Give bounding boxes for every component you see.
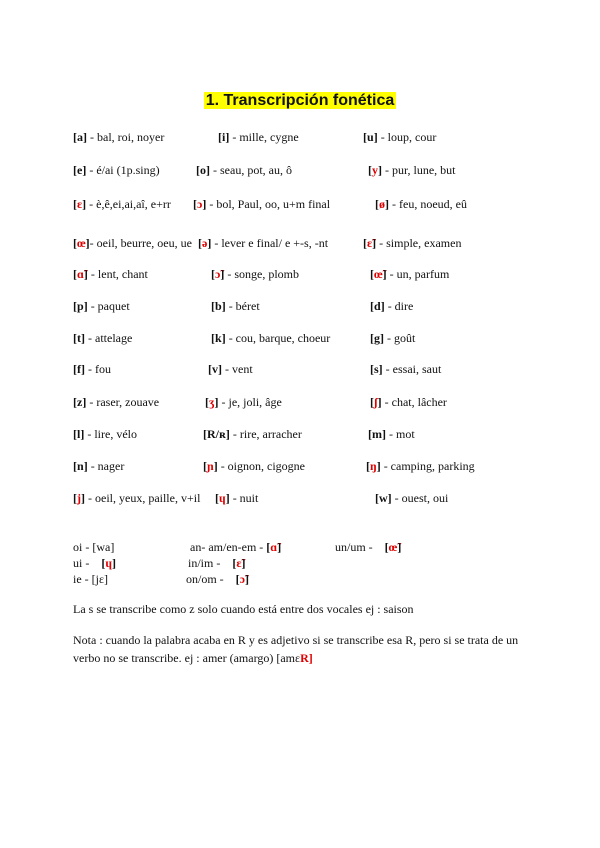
combo-symbol: [ɔ̃]: [235, 572, 249, 586]
phoneme-examples: - raser, zouave: [86, 395, 160, 409]
phoneme-entry: [73, 331, 132, 346]
table-row: [0, 395, 600, 411]
phoneme-entry: [368, 163, 456, 178]
phoneme-examples: - bal, roi, noyer: [87, 130, 165, 144]
combo-row: [0, 556, 600, 572]
phoneme-entry: [193, 197, 330, 212]
phoneme-examples: - béret: [225, 299, 260, 313]
phoneme-entry: [73, 395, 159, 410]
phoneme-examples: - mot: [386, 427, 415, 441]
phoneme-symbol: [œ̃]: [370, 267, 387, 281]
page-title: [0, 92, 600, 110]
phoneme-examples: - seau, pot, au, ô: [210, 163, 292, 177]
phoneme-symbol: [o]: [196, 163, 210, 177]
table-row: [0, 267, 600, 283]
phoneme-entry: [73, 299, 130, 314]
phoneme-symbol: [ɔ]: [193, 197, 207, 211]
phoneme-examples: - ouest, oui: [391, 491, 449, 505]
phoneme-entry: [208, 362, 253, 377]
combo-text: on/om -: [186, 572, 227, 586]
phoneme-entry: [375, 197, 467, 212]
phoneme-symbol: [v]: [208, 362, 222, 376]
table-row: [0, 163, 600, 179]
phoneme-symbol: [R/ʀ]: [203, 427, 230, 441]
phoneme-entry: [218, 130, 299, 145]
phoneme-examples: - fou: [85, 362, 111, 376]
phoneme-examples: - un, parfum: [386, 267, 450, 281]
combo-symbol: [ɑ̃]: [266, 540, 282, 554]
phoneme-symbol: [a]: [73, 130, 87, 144]
combo-symbol: [ɛ̃]: [232, 556, 246, 570]
phoneme-examples: - lever e final/ e +-s, -nt: [211, 236, 329, 250]
phoneme-symbol: [œ]: [73, 236, 90, 250]
table-row: [0, 236, 600, 252]
phoneme-examples: - essai, saut: [382, 362, 442, 376]
phoneme-examples: - songe, plomb: [224, 267, 299, 281]
combo-text: oi - [wa]: [73, 540, 115, 554]
combo-symbol: [ɥ]: [101, 556, 117, 570]
phoneme-symbol: [j]: [73, 491, 85, 505]
phoneme-entry: [366, 459, 475, 474]
phoneme-symbol: [t]: [73, 331, 85, 345]
title-text: 1. Transcripción fonética: [205, 92, 395, 109]
combo-entry: [73, 572, 108, 587]
phoneme-entry: [211, 267, 299, 282]
phoneme-symbol: [ʒ]: [205, 395, 219, 409]
phoneme-examples: - oeil, beurre, oeu, ue: [89, 236, 192, 250]
combo-entry: [186, 572, 249, 587]
phoneme-entry: [370, 267, 449, 282]
phoneme-symbol: [y]: [368, 163, 382, 177]
phoneme-entry: [196, 163, 292, 178]
combo-entry: [335, 540, 401, 555]
phoneme-entry: [73, 362, 111, 377]
table-row: [0, 130, 600, 146]
nota-line-2-red: R]: [300, 651, 313, 665]
phoneme-entry: [370, 331, 415, 346]
phoneme-examples: - bol, Paul, oo, u+m final: [206, 197, 331, 211]
combo-entry: [73, 540, 114, 555]
nota-line-2: [73, 651, 313, 666]
phoneme-examples: - nuit: [229, 491, 259, 505]
phoneme-examples: - attelage: [85, 331, 133, 345]
phoneme-symbol: [u]: [363, 130, 378, 144]
phoneme-symbol: [m]: [368, 427, 386, 441]
phoneme-symbol: [z]: [73, 395, 87, 409]
phoneme-symbol: [i]: [218, 130, 230, 144]
phoneme-examples: - nager: [87, 459, 125, 473]
phoneme-entry: [211, 331, 330, 346]
table-row: [0, 299, 600, 315]
phoneme-entry: [73, 427, 137, 442]
phoneme-examples: - dire: [384, 299, 414, 313]
phoneme-entry: [73, 267, 148, 282]
phoneme-examples: - oignon, cigogne: [217, 459, 306, 473]
phoneme-examples: - vent: [222, 362, 253, 376]
phoneme-examples: - rire, arracher: [229, 427, 302, 441]
phoneme-examples: - simple, examen: [376, 236, 462, 250]
table-row: [0, 427, 600, 443]
phoneme-entry: [370, 395, 447, 410]
combo-entry: [190, 540, 281, 555]
phoneme-symbol: [s]: [370, 362, 383, 376]
combo-text: an- am/en-em -: [190, 540, 267, 554]
phoneme-examples: - cou, barque, choeur: [225, 331, 331, 345]
phoneme-examples: - lent, chant: [87, 267, 148, 281]
nota-line-1: Nota : cuando la palabra acaba en R y es adjetivo si se transcribe esa R, pero si se trata de un: [73, 633, 519, 647]
phoneme-symbol: [ɔ̃]: [211, 267, 225, 281]
phoneme-symbol: [e]: [73, 163, 87, 177]
phoneme-entry: [73, 459, 124, 474]
combo-entry: [73, 556, 116, 571]
s-rule-text: La s se transcribe como z solo cuando está entre dos vocales ej : saison: [73, 602, 414, 616]
phoneme-entry: [73, 163, 160, 178]
phoneme-examples: - mille, cygne: [229, 130, 299, 144]
phoneme-symbol: [ʃ]: [370, 395, 382, 409]
combo-text: un/um -: [335, 540, 376, 554]
phoneme-symbol: [ŋ]: [366, 459, 381, 473]
phoneme-examples: - camping, parking: [380, 459, 475, 473]
phoneme-entry: [73, 491, 200, 506]
phoneme-examples: - paquet: [87, 299, 130, 313]
phoneme-symbol: [ɛ]: [73, 197, 87, 211]
phoneme-entry: [203, 427, 302, 442]
phoneme-symbol: [ø]: [375, 197, 389, 211]
combo-symbol: [œ̃]: [384, 540, 402, 554]
phoneme-examples: - feu, noeud, eû: [389, 197, 467, 211]
phoneme-entry: [73, 236, 192, 251]
phoneme-symbol: [ɲ]: [203, 459, 218, 473]
phoneme-entry: [205, 395, 282, 410]
phoneme-examples: - oeil, yeux, paille, v+il: [85, 491, 201, 505]
combo-text: in/im -: [188, 556, 224, 570]
phoneme-entry: [363, 236, 461, 251]
phoneme-entry: [368, 427, 415, 442]
nota-line-2-text: verbo no se transcribe. ej : amer (amargo) [amɛ: [73, 651, 301, 665]
phoneme-entry: [73, 197, 171, 212]
phoneme-examples: - goût: [384, 331, 416, 345]
phoneme-symbol: [g]: [370, 331, 384, 345]
table-row: [0, 197, 600, 213]
combo-row: [0, 572, 600, 588]
phoneme-entry: [203, 459, 305, 474]
table-row: [0, 331, 600, 347]
phoneme-symbol: [b]: [211, 299, 226, 313]
phoneme-entry: [215, 491, 258, 506]
phoneme-examples: - chat, lâcher: [381, 395, 447, 409]
phoneme-symbol: [l]: [73, 427, 85, 441]
phoneme-entry: [370, 362, 441, 377]
phoneme-examples: - pur, lune, but: [382, 163, 456, 177]
phoneme-symbol: [n]: [73, 459, 88, 473]
phoneme-symbol: [ə]: [198, 236, 212, 250]
phoneme-entry: [370, 299, 413, 314]
combo-text: ie - [jɛ]: [73, 572, 109, 586]
phoneme-symbol: [ɑ̃]: [73, 267, 88, 281]
phoneme-entry: [211, 299, 260, 314]
phoneme-symbol: [f]: [73, 362, 85, 376]
table-row: [0, 491, 600, 507]
combo-row: [0, 540, 600, 556]
phoneme-symbol: [ɥ]: [215, 491, 230, 505]
phoneme-symbol: [p]: [73, 299, 88, 313]
phoneme-examples: - je, joli, âge: [218, 395, 282, 409]
phoneme-entry: [198, 236, 328, 251]
phoneme-examples: - è,ê,ei,ai,aî, e+rr: [86, 197, 171, 211]
phoneme-examples: - loup, cour: [377, 130, 437, 144]
phoneme-examples: - lire, vélo: [84, 427, 137, 441]
phoneme-entry: [363, 130, 436, 145]
phoneme-entry: [73, 130, 164, 145]
phoneme-symbol: [ɛ̃]: [363, 236, 377, 250]
table-row: [0, 362, 600, 378]
phoneme-symbol: [k]: [211, 331, 226, 345]
phoneme-symbol: [w]: [375, 491, 392, 505]
combo-text: ui -: [73, 556, 93, 570]
phoneme-entry: [375, 491, 448, 506]
combo-entry: [188, 556, 245, 571]
phoneme-examples: - é/ai (1p.sing): [86, 163, 160, 177]
phoneme-symbol: [d]: [370, 299, 385, 313]
table-row: [0, 459, 600, 475]
